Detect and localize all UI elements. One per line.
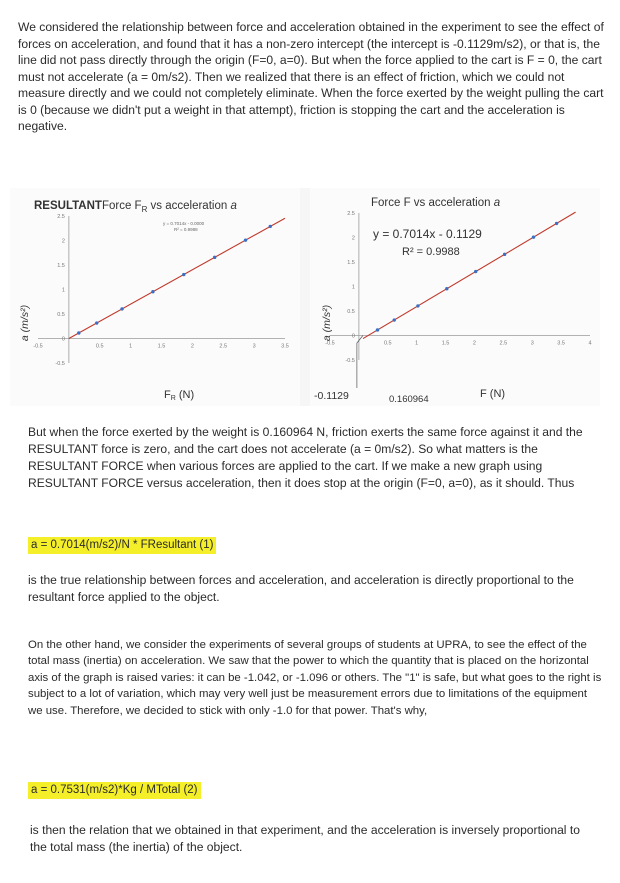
chart-title-var: a [230,200,237,212]
x-axis-label-unit: (N) [175,389,195,401]
equation-2: a = 0.7531(m/s2)*Kg / MTotal (2) [28,782,201,799]
y-tick-label: 1.5 [347,260,355,266]
x-tick-label: 2 [472,340,476,347]
chart-force-svg [310,188,600,406]
r-squared: R² = 0.9988 [174,227,198,232]
chart-title [371,197,500,209]
x-tick-label: 4 [588,340,592,347]
section2-paragraph: But when the force exerted by the weight is 0.160964 N, friction exerts the same force against it and the RESULTANT force is zero, and the cart does not accelerate (a = 0m/s2). So what matters is the RESULTANT FORCE when various forces are applied to the cart. If we make a new graph using RESULTANT FORCE versus acceleration, then it does stop at the origin (F=0, a=0), as it should. Thus [28,425,583,490]
data-point [445,287,448,290]
y-tick-label: 0.5 [57,312,65,318]
data-point [182,273,185,276]
x-tick-label: 0.5 [383,340,392,347]
chart-title-rest: Force F [101,200,142,212]
data-point [120,307,123,310]
data-point [474,270,477,273]
chart-title-var: a [493,197,501,209]
trend-equation: y = 0.7014x - 0.1129 [373,227,482,241]
x-tick-label: 1.5 [441,340,450,347]
intercept-annotation: -0.1129 [314,390,349,402]
data-point [77,331,80,334]
y-tick-label: 1 [61,287,65,294]
x-tick-label: 0.5 [95,343,104,350]
x-tick-label: 1 [129,343,133,350]
data-point [555,222,558,225]
chart-title-tail: vs acceleration [147,200,231,212]
y-tick-label: 2 [351,235,355,242]
trendline [69,218,285,338]
data-point [213,256,216,259]
y-tick-label: 0 [351,333,355,340]
y-tick-label: 2 [61,238,65,245]
chart-force [310,188,600,406]
data-point [503,253,506,256]
direct-proportion-paragraph: is the true relationship between forces and acceleration, and acceleration is directly proportional to the resultant force applied to the object. [28,573,574,604]
y-tick-label: 1 [351,284,355,291]
y-axis-label: a (m/s²) [321,304,333,342]
chart-resultant [10,188,300,406]
data-point [532,235,535,238]
chart-title [34,200,237,214]
x-axis-label-main: F [164,389,171,401]
x-tick-label: 2 [190,343,194,350]
x-axis-label-sub: R [170,395,176,402]
data-point [269,225,272,228]
chart-title-sub: R [141,205,148,214]
data-point [416,304,419,307]
x-tick-label: -0.5 [325,340,335,347]
x-tick-label: 3.5 [281,343,289,350]
data-point [376,328,379,331]
x-tick-label: 3.5 [557,340,565,347]
y-axis-label: a (m/s²) [19,304,31,342]
x-axis-label: F (N) [480,388,506,400]
chart-title-rest: Force F vs acceleration [371,197,494,209]
y-tick-label: 0 [61,336,65,343]
r-squared: R² = 0.9988 [402,246,460,258]
x-tick-label: 1 [415,340,419,347]
trend-equation: y = 0.7014x - 0.0000 [163,221,205,226]
x-tick-label: 2.5 [219,343,228,350]
x-tick-label: 1.5 [157,343,166,350]
y-tick-label: 2.5 [347,211,355,217]
mass-experiment-paragraph: On the other hand, we consider the experiments of several groups of students at UPRA, to see the effect of the total mass (inertia) on acceleration. We saw that the power to which the quantity that is placed on the horizontal axis of the graph is raised varies: it can be -1.042, or -1.096 or others. The "1" is safe, but what goes to the right is subject to a lot of variation, which may very well just be measurement errors due to limitations of the equipment we use. Therefore, we decided to stick with only -1.0 for that power. That's why, [28,639,602,717]
y-tick-label: 1.5 [57,263,65,269]
chart-resultant-svg [10,188,300,406]
x-intercept-annotation: 0.160964 [389,394,429,405]
y-tick-label: -0.5 [345,358,355,364]
data-point [393,318,396,321]
y-tick-label: -0.5 [55,361,65,367]
intercept-bracket [357,336,363,389]
x-axis-label [164,389,194,402]
x-tick-label: 3 [252,343,256,350]
equation-1: a = 0.7014(m/s2)/N * FResultant (1) [28,537,216,554]
chart-title-bold: RESULTANT [34,200,102,212]
x-tick-label: 3 [530,340,534,347]
charts-figure [10,188,600,406]
y-tick-label: 0.5 [347,309,355,315]
intro-paragraph: We considered the relationship between force and acceleration obtained in the experiment to see the effect of forces on acceleration, and found that it has a non-zero intercept (the intercept is -0.1129m/s2), or that is, the line did not pass directly through the origin (F=0, a=0). But when the force applied to the cart is F = 0, the cart must not accelerate (a = 0m/s2). Then we realized that there is an effect of friction, which we could not measure directly and we could not completely eliminate. When the force exerted by the weight pulling the cart is 0 (because we didn't put a weight in that attempt), friction is stopping the cart and the acceleration is negative. [18,20,604,133]
inverse-proportion-paragraph: is then the relation that we obtained in that experiment, and the acceleration is inversely proportional to the total mass (the inertia) of the object. [30,823,580,854]
data-point [151,290,154,293]
x-tick-label: -0.5 [33,343,43,350]
data-point [95,321,98,324]
data-point [244,238,247,241]
y-tick-label: 2.5 [57,214,65,220]
x-tick-label: 2.5 [499,340,508,347]
